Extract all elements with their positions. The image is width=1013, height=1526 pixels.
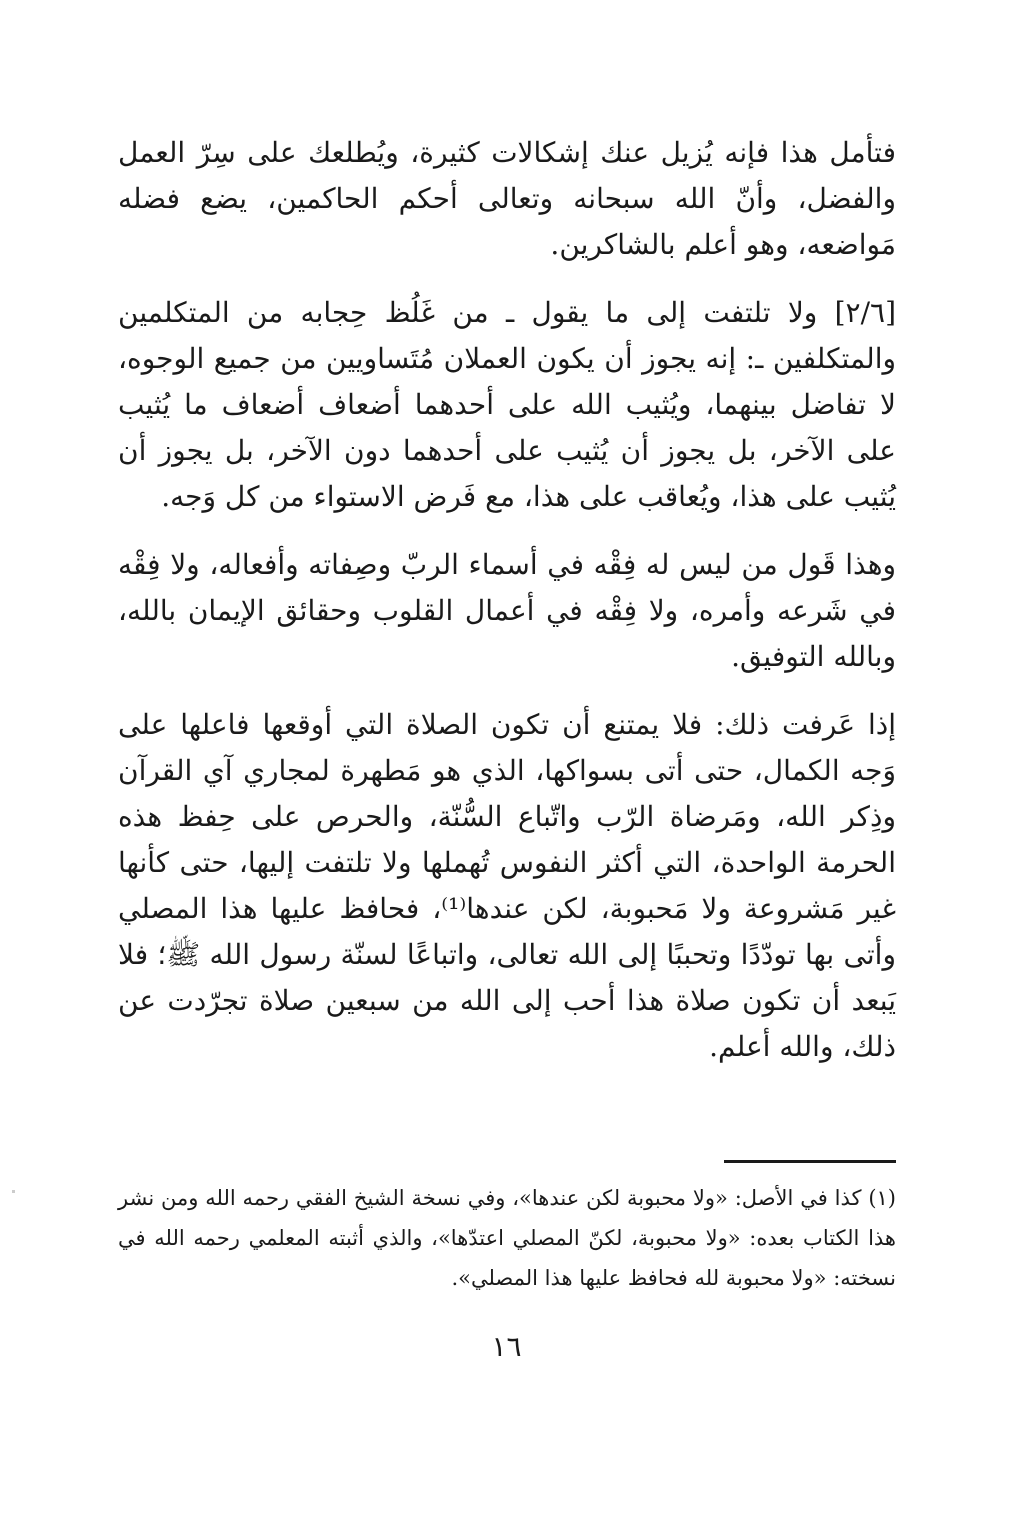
paragraph-2: [٢/٦] ولا تلتفت إلى ما يقول ـ من غَلُظ حِجابه من المتكلمين والمتكلفين ـ: إنه يجوز أن يكون العملان مُتَساويين من جميع الوجوه، لا تفاضل بينهما، ويُثيب الله على أحدهما أضعاف أضعاف ما يُثيب على الآخر، بل يجوز أن يُثيب على أحدهما دون الآخر، بل يجوز أن يُثيب على هذا، ويُعاقب على هذا، مع فَرض الاستواء من كل وَجه. (118, 296, 896, 513)
main-text (118, 130, 896, 1070)
paragraph-3: وهذا قَول من ليس له فِقْه في أسماء الربّ وصِفاته وأفعاله، ولا فِقْه في شَرعه وأمره، ولا فِقْه في أعمال القلوب وحقائق الإيمان بالله، وبالله التوفيق. (118, 548, 896, 673)
page-number: ١٦ (491, 1330, 522, 1363)
scan-speck (12, 1190, 15, 1193)
paragraph-4: إذا عَرفت ذلك: فلا يمتنع أن تكون الصلاة التي أوقعها فاعلها على وَجه الكمال، حتى أتى بسواكها، الذي هو مَطهرة لمجاري آي القرآن وذِكر الله، ومَرضاة الرّب واتّباع السُّنّة، والحرص على حِفظ هذه الحرمة الواحدة، التي أكثر النفوس تُهملها ولا تلتفت إليها، حتى كأنها غير مَشروعة ولا مَحبوبة، لكن عندها⁽¹⁾، فحافظ عليها هذا المصلي وأتى بها تودّدًا وتحببًا إلى الله تعالى، واتباعًا لسنّة رسول الله ﷺ؛ فلا يَبعد أن تكون صلاة هذا أحب إلى الله من سبعين صلاة تجرّدت عن ذلك، والله أعلم. (118, 708, 896, 1063)
footnote-1: (١) كذا في الأصل: «ولا محبوبة لكن عندها»، وفي نسخة الشيخ الفقي رحمه الله ومن نشر هذا الكتاب بعده: «ولا محبوبة، لكنّ المصلي اعتدّها»، والذي أثبته المعلمي رحمه الله في نسخته: «ولا محبوبة لله فحافظ عليها هذا المصلي». (118, 1186, 896, 1290)
footnote-separator (724, 1160, 896, 1163)
paragraph-1: فتأمل هذا فإنه يُزيل عنك إشكالات كثيرة، ويُطلعك على سِرّ العمل والفضل، وأنّ الله سبحانه وتعالى أحكم الحاكمين، يضع فضله مَواضعه، وهو أعلم بالشاكرين. (118, 136, 896, 261)
footnotes (118, 1178, 896, 1298)
